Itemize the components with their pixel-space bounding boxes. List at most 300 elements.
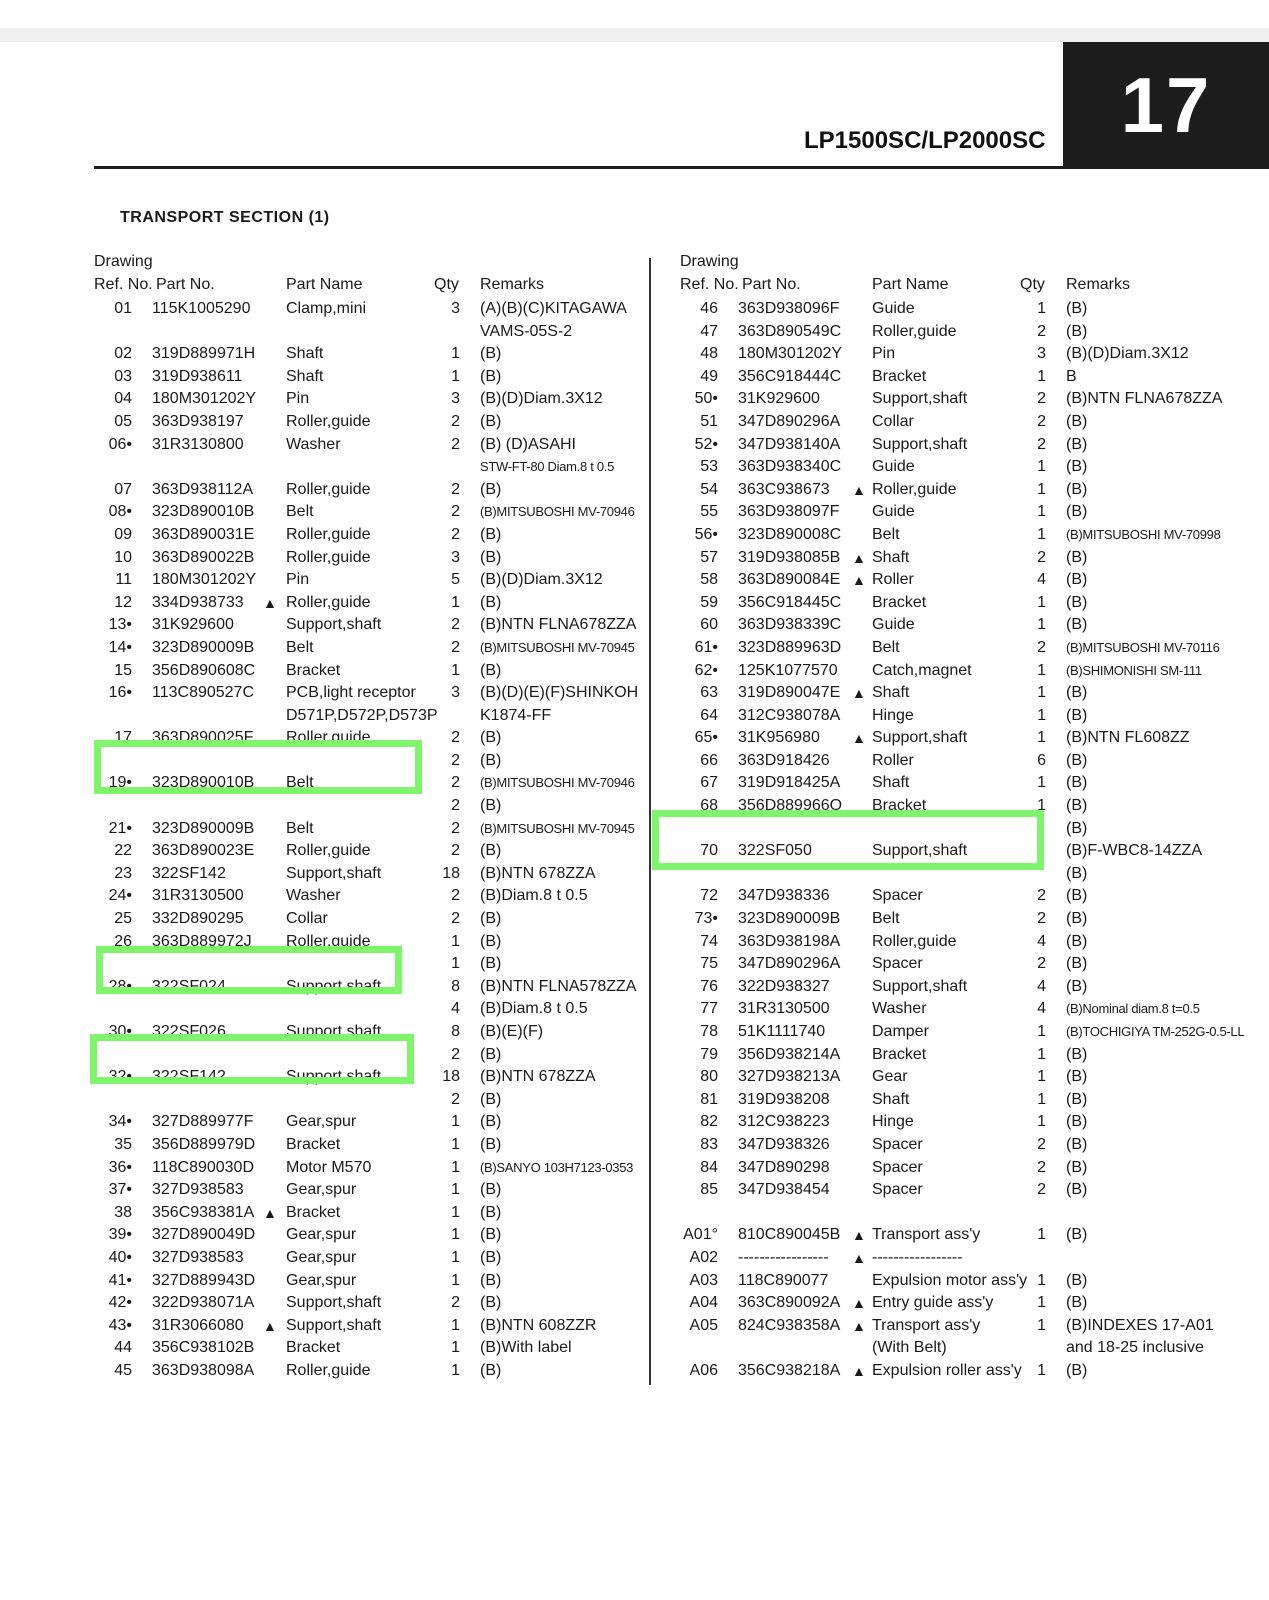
table-row	[94, 1066, 649, 1089]
remarks: (B)	[480, 1294, 502, 1312]
qty: 2	[451, 842, 460, 860]
remarks: (B)	[480, 910, 502, 928]
part-name: Washer	[286, 435, 341, 453]
part-no: 319D938611	[152, 367, 243, 385]
remarks: VAMS-05S-2	[480, 322, 573, 340]
ref-no: 38	[114, 1203, 132, 1221]
ref-no: 21•	[108, 819, 132, 837]
part-no: 356C938218A	[738, 1361, 841, 1379]
header-remarks: Remarks	[1066, 276, 1131, 293]
remarks: (B)	[1066, 616, 1088, 634]
table-row	[680, 411, 1250, 434]
ref-no: 08•	[108, 503, 132, 521]
ref-no: 12	[114, 593, 132, 611]
column-headers	[94, 276, 649, 298]
part-name: Motor M570	[286, 1158, 372, 1176]
part-name: Roller	[872, 751, 914, 769]
part-name: Roller,guide	[286, 412, 371, 430]
part-no: 356D889979D	[152, 1135, 256, 1153]
part-no: 810C890045B	[738, 1226, 841, 1244]
top-gray-strip	[0, 28, 1269, 42]
part-no: 356D889966Q	[738, 797, 843, 815]
table-row	[680, 614, 1250, 637]
ref-no: 73•	[694, 910, 718, 928]
ref-no: 75	[700, 955, 718, 973]
qty: 1	[1037, 458, 1046, 476]
ref-no: 11	[115, 571, 132, 589]
remarks: (B)With label	[480, 1339, 572, 1357]
part-name: Belt	[286, 503, 314, 521]
qty: 4	[1037, 932, 1046, 950]
part-name: Shaft	[872, 684, 910, 702]
ref-no: 02	[114, 345, 132, 363]
remarks: (B)NTN FLNA678ZZA	[1066, 390, 1223, 408]
remarks: (B)(D)(E)(F)SHINKOH	[480, 684, 639, 702]
qty: 1	[1037, 525, 1046, 543]
remarks: (B)NTN FLNA678ZZA	[480, 616, 637, 634]
part-name: Guide	[872, 503, 915, 521]
remarks: (B)	[1066, 955, 1088, 973]
qty: 2	[1037, 435, 1046, 453]
table-row	[680, 1224, 1250, 1247]
part-no: 322SF024	[152, 977, 226, 995]
qty: 18	[442, 864, 460, 882]
part-name: Belt	[286, 638, 314, 656]
part-no: 347D938454	[738, 1181, 830, 1199]
part-no: 356C938381A	[152, 1203, 255, 1221]
qty: 2	[451, 412, 460, 430]
remarks: (B)(D)Diam.3X12	[1066, 345, 1189, 363]
part-no: 115K1005290	[152, 300, 251, 317]
qty: 2	[451, 1045, 460, 1063]
header-remarks: Remarks	[480, 276, 545, 293]
qty: 4	[1037, 571, 1046, 589]
remarks: (A)(B)(C)KITAGAWA	[480, 300, 627, 317]
table-row	[680, 953, 1250, 976]
ref-no: 81	[700, 1090, 718, 1108]
part-name: Roller,guide	[286, 525, 371, 543]
ref-no: 24•	[108, 887, 132, 905]
remarks: (B) (D)ASAHI	[480, 435, 576, 453]
part-no: 824C938358A	[738, 1316, 841, 1334]
part-no: 363D890549C	[738, 322, 842, 340]
ref-no: 14•	[108, 638, 132, 656]
part-name: Expulsion motor ass'y	[872, 1271, 1028, 1289]
part-no: 363D890022B	[152, 548, 255, 566]
page-number: 17	[1120, 61, 1212, 149]
part-no: 312C938078A	[738, 706, 841, 724]
part-name: Support,shaft	[286, 1023, 382, 1040]
remarks: (B)	[1066, 751, 1088, 769]
table-row	[94, 885, 649, 908]
header-qty: Qty	[434, 276, 459, 293]
part-no: 319D938085B	[738, 548, 841, 566]
qty: 2	[451, 1090, 460, 1108]
table-row	[94, 750, 649, 773]
remarks: (B)NTN 608ZZR	[480, 1316, 597, 1334]
part-no: -----------------	[738, 1248, 829, 1266]
remarks: and 18-25 inclusive	[1066, 1339, 1204, 1357]
qty: 1	[451, 1181, 460, 1199]
table-row	[680, 795, 1250, 818]
qty: 3	[451, 300, 460, 317]
table-row	[680, 1157, 1250, 1180]
ref-no: 45	[114, 1361, 132, 1379]
table-row	[680, 434, 1250, 457]
part-name: Clamp,mini	[286, 300, 367, 317]
part-name: Spacer	[872, 1135, 923, 1153]
part-name: Roller,guide	[872, 322, 957, 340]
part-no: 363D890023E	[152, 842, 255, 860]
qty: 1	[1037, 1023, 1046, 1040]
table-row	[680, 1202, 1250, 1225]
remarks: (B)MITSUBOSHI MV-70945	[480, 639, 635, 655]
table-row	[94, 953, 649, 976]
part-no: 323D890010B	[152, 503, 255, 521]
remarks: (B)	[1066, 977, 1088, 995]
part-name: Spacer	[872, 955, 923, 973]
ref-no: 74	[700, 932, 718, 950]
part-name: Pin	[286, 390, 310, 408]
qty: 1	[1037, 367, 1046, 385]
qty: 2	[1037, 955, 1046, 973]
column-divider	[649, 258, 651, 1385]
remarks: (B)	[1066, 1226, 1088, 1244]
remarks: (B)(D)Diam.3X12	[480, 571, 603, 589]
part-no: 347D938326	[738, 1135, 830, 1153]
remarks: (B)Diam.8 t 0.5	[480, 887, 588, 905]
table-row	[680, 388, 1250, 411]
remarks: (B)	[1066, 1135, 1088, 1153]
table-row	[680, 705, 1250, 728]
caution-triangle-icon: ▲	[852, 685, 866, 702]
part-no: 323D890008C	[738, 525, 842, 543]
qty: 2	[1037, 390, 1046, 408]
part-name: Shaft	[286, 367, 324, 385]
part-no: 31K929600	[152, 616, 234, 634]
qty: 1	[1037, 774, 1046, 792]
ref-no: 61•	[694, 638, 718, 656]
ref-no: 04	[114, 390, 132, 408]
table-row	[94, 321, 649, 344]
part-name: Spacer	[872, 887, 923, 905]
ref-no: 85	[700, 1181, 718, 1199]
part-no: 347D938140A	[738, 435, 841, 453]
remarks: (B)MITSUBOSHI MV-70946	[480, 775, 635, 791]
table-row	[94, 1202, 649, 1225]
part-name: Gear,spur	[286, 1226, 357, 1244]
table-row	[94, 1247, 649, 1270]
part-no: 347D890298	[738, 1158, 830, 1176]
part-no: 180M301202Y	[152, 390, 257, 408]
right-parts-list	[680, 298, 1250, 1383]
part-name: Shaft	[872, 1090, 910, 1108]
ref-no: 53	[700, 458, 718, 476]
ref-no: 68	[700, 797, 718, 815]
part-name: Bracket	[872, 797, 927, 815]
remarks: (B)	[1066, 1068, 1088, 1086]
remarks: (B)	[480, 1090, 502, 1108]
part-no: 319D938208	[738, 1090, 830, 1108]
caution-triangle-icon: ▲	[852, 1362, 866, 1379]
part-name: Bracket	[872, 367, 927, 385]
remarks: (B)NTN 678ZZA	[480, 1068, 596, 1086]
part-no: 363D890025F	[152, 729, 254, 747]
table-row	[680, 885, 1250, 908]
part-no: 31K956980	[738, 729, 820, 747]
part-no: 363D938112A	[152, 480, 254, 498]
part-name: Roller,guide	[286, 842, 371, 860]
table-row	[680, 1270, 1250, 1293]
table-row	[680, 479, 1250, 502]
qty: 1	[451, 367, 460, 385]
part-no: 322SF050	[738, 842, 812, 860]
qty: 1	[451, 661, 460, 679]
ref-no: 76	[700, 977, 718, 995]
caution-triangle-icon: ▲	[852, 1227, 866, 1244]
caution-triangle-icon: ▲	[852, 730, 866, 747]
remarks: (B)SANYO 103H7123-0353	[480, 1159, 634, 1175]
caution-triangle-icon: ▲	[852, 1249, 866, 1266]
table-row	[680, 1315, 1250, 1338]
qty: 4	[1037, 977, 1046, 995]
part-name: Support,shaft	[872, 842, 968, 860]
qty: 3	[1037, 345, 1046, 363]
remarks: (B)	[1066, 1294, 1088, 1312]
part-name: Bracket	[286, 1203, 341, 1221]
remarks: (B)	[480, 1248, 502, 1266]
ref-no: 42•	[108, 1294, 132, 1312]
remarks: (B)	[480, 751, 502, 769]
qty: 1	[1037, 480, 1046, 498]
part-no: 31K929600	[738, 390, 820, 408]
left-parts-list	[94, 298, 649, 1383]
qty: 2	[451, 480, 460, 498]
table-row	[680, 750, 1250, 773]
qty: 1	[1037, 706, 1046, 724]
remarks: B	[1066, 367, 1077, 385]
ref-no: A01°	[683, 1226, 718, 1244]
remarks: (B)	[1066, 480, 1088, 498]
ref-no: 36•	[108, 1158, 132, 1176]
qty: 1	[1037, 661, 1046, 679]
remarks: (B)	[480, 480, 502, 498]
remarks: (B)	[480, 1226, 502, 1244]
ref-no: 66	[700, 751, 718, 769]
part-name: Hinge	[872, 1113, 914, 1131]
table-row	[680, 366, 1250, 389]
table-row	[680, 592, 1250, 615]
header-drawing: Drawing	[680, 253, 739, 270]
part-no: 332D890295	[152, 910, 244, 928]
table-row	[94, 1157, 649, 1180]
ref-no: 49	[700, 367, 718, 385]
table-row	[680, 321, 1250, 344]
part-name: Gear	[872, 1068, 908, 1086]
ref-no: 77	[700, 1000, 718, 1018]
remarks: (B)	[1066, 819, 1088, 837]
table-row	[94, 547, 649, 570]
ref-no: 58	[700, 571, 718, 589]
table-row	[680, 818, 1250, 841]
caution-triangle-icon: ▲	[852, 549, 866, 566]
ref-no: 79	[700, 1045, 718, 1063]
table-row	[94, 1337, 649, 1360]
table-row	[94, 637, 649, 660]
part-no: 323D890009B	[152, 819, 255, 837]
remarks: (B)	[1066, 1181, 1088, 1199]
qty: 2	[1037, 1158, 1046, 1176]
ref-no: 10	[114, 548, 132, 566]
table-row	[94, 1111, 649, 1134]
part-name: (With Belt)	[872, 1339, 947, 1357]
qty: 5	[451, 571, 460, 589]
table-row	[94, 976, 649, 999]
part-name: Roller	[872, 571, 914, 589]
qty: 2	[451, 503, 460, 521]
qty: 1	[451, 593, 460, 611]
ref-no: 39•	[108, 1226, 132, 1244]
part-name: Support,shaft	[286, 1068, 382, 1086]
ref-no: 15	[114, 661, 132, 679]
table-row	[680, 1044, 1250, 1067]
qty: 1	[1037, 1226, 1046, 1244]
ref-no: 34•	[108, 1113, 132, 1131]
model-name: LP1500SC/LP2000SC	[804, 127, 1046, 154]
ref-no: 47	[700, 322, 718, 340]
part-name: Belt	[286, 774, 314, 792]
qty: 2	[451, 887, 460, 905]
qty: 2	[451, 751, 460, 769]
part-no: 327D938583	[152, 1181, 244, 1199]
part-name: Pin	[872, 345, 896, 363]
qty: 2	[1037, 910, 1046, 928]
part-no: 31R3130800	[152, 435, 244, 453]
part-no: 322D938071A	[152, 1294, 255, 1312]
table-row	[94, 818, 649, 841]
ref-no: 05	[114, 412, 132, 430]
ref-no: 07	[114, 480, 132, 498]
table-row	[680, 908, 1250, 931]
qty: 2	[451, 435, 460, 453]
part-no: 322SF026	[152, 1023, 226, 1040]
header-qty: Qty	[1020, 276, 1045, 293]
ref-no: 63	[700, 684, 718, 702]
part-no: 322SF142	[152, 864, 226, 882]
remarks: (B)SHIMONISHI SM-111	[1066, 662, 1202, 678]
remarks: (B)	[480, 932, 502, 950]
ref-no: 46	[700, 300, 718, 317]
table-row	[94, 931, 649, 954]
remarks: (B)	[1066, 1158, 1088, 1176]
header-ref-no: Ref. No.	[680, 276, 739, 293]
part-no: 356C938102B	[152, 1339, 255, 1357]
ref-no: A02	[689, 1248, 718, 1266]
remarks: (B)	[480, 1045, 502, 1063]
table-row	[94, 1270, 649, 1293]
ref-no: 59	[700, 593, 718, 611]
table-row	[94, 388, 649, 411]
part-name: Shaft	[872, 774, 910, 792]
part-name: Damper	[872, 1023, 929, 1040]
part-no: 180M301202Y	[738, 345, 843, 363]
table-row	[94, 1360, 649, 1383]
ref-no: 25	[114, 910, 132, 928]
part-no: 322D938327	[738, 977, 830, 995]
table-row	[680, 931, 1250, 954]
ref-no: 80	[700, 1068, 718, 1086]
table-row	[94, 1315, 649, 1338]
part-name: Transport ass'y	[872, 1226, 981, 1244]
part-no: 322SF142	[152, 1068, 226, 1086]
ref-no: 40•	[108, 1248, 132, 1266]
qty: 3	[451, 684, 460, 702]
part-name: D571P,D572P,D573P	[286, 706, 438, 724]
table-row	[94, 434, 649, 457]
column-headers	[680, 276, 1250, 298]
remarks: (B)	[1066, 412, 1088, 430]
part-no: 327D889943D	[152, 1271, 256, 1289]
header-part-name: Part Name	[286, 276, 363, 293]
ref-no: A05	[689, 1316, 718, 1334]
remarks: (B)MITSUBOSHI MV-70945	[480, 820, 635, 836]
table-row	[680, 682, 1250, 705]
part-no: 356D938214A	[738, 1045, 841, 1063]
part-name: Bracket	[286, 1135, 341, 1153]
part-no: 312C938223	[738, 1113, 830, 1131]
qty: 1	[1037, 1316, 1046, 1334]
part-name: Roller,guide	[286, 932, 371, 950]
table-row	[680, 1021, 1250, 1044]
table-row	[94, 727, 649, 750]
qty: 2	[451, 819, 460, 837]
remarks: (B)	[1066, 458, 1088, 476]
part-name: Spacer	[872, 1181, 923, 1199]
remarks: (B)NTN 678ZZA	[480, 864, 596, 882]
ref-no: 57	[700, 548, 718, 566]
part-name: Guide	[872, 616, 915, 634]
part-no: 363C938673	[738, 480, 830, 498]
part-no: 363D918426	[738, 751, 830, 769]
remarks: (B)	[1066, 435, 1088, 453]
qty: 1	[451, 1158, 460, 1176]
part-no: 31R3130500	[152, 887, 244, 905]
qty: 1	[451, 1361, 460, 1379]
qty: 2	[451, 616, 460, 634]
table-row	[94, 343, 649, 366]
part-no: 319D918425A	[738, 774, 841, 792]
qty: 18	[442, 1068, 460, 1086]
ref-no: 26	[114, 932, 132, 950]
part-name: Roller,guide	[872, 932, 957, 950]
qty: 1	[451, 1248, 460, 1266]
part-name: Support,shaft	[872, 977, 968, 995]
remarks: (B)	[480, 593, 502, 611]
part-name: Gear,spur	[286, 1248, 357, 1266]
qty: 2	[1037, 887, 1046, 905]
part-name: Shaft	[872, 548, 910, 566]
part-no: 363D938098A	[152, 1361, 255, 1379]
ref-no: 09	[114, 525, 132, 543]
qty: 6	[1037, 751, 1046, 769]
remarks: (B)Nominal diam.8 t=0.5	[1066, 1001, 1200, 1017]
part-name: Belt	[286, 819, 314, 837]
qty: 2	[451, 729, 460, 747]
part-no: 51K1111740	[738, 1023, 826, 1040]
qty: 1	[1037, 1294, 1046, 1312]
qty: 1	[1037, 300, 1046, 317]
part-no: 363D938198A	[738, 932, 841, 950]
